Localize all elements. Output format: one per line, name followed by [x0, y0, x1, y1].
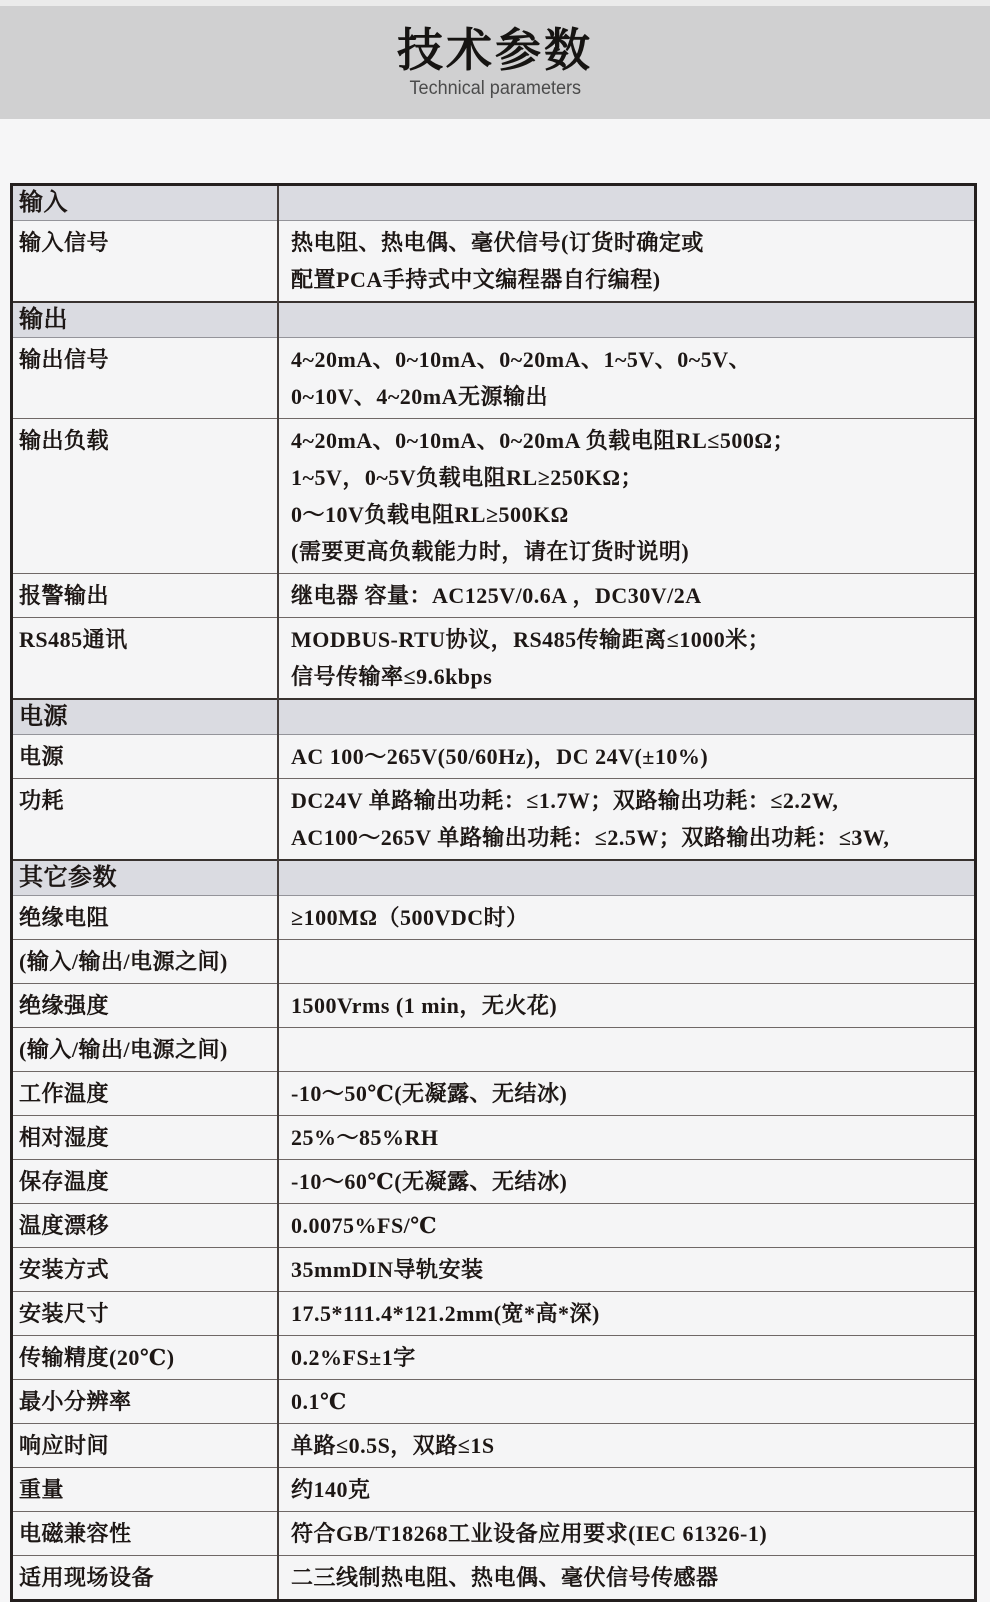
value-line: 1500Vrms (1 min，无火花) [291, 993, 558, 1018]
value-line: 0～10V负载电阻RL≥500KΩ [291, 502, 569, 527]
table-row [12, 338, 976, 419]
param-value-cell [278, 419, 976, 574]
section-header-cell: 输入 [12, 185, 279, 221]
param-value-cell [278, 1292, 976, 1336]
table-row [12, 1160, 976, 1204]
section-row [12, 699, 976, 735]
value-line: 35mmDIN导轨安装 [291, 1257, 484, 1282]
value-line: 1~5V，0~5V负载电阻RL≥250KΩ； [291, 465, 644, 490]
param-value-cell [278, 1028, 976, 1072]
value-line: 符合GB/T18268工业设备应用要求(IEC 61326-1) [291, 1521, 768, 1546]
value-line: 单路≤0.5S，双路≤1S [291, 1433, 495, 1458]
param-value-cell [278, 1468, 976, 1512]
param-label-cell: 输入信号 [12, 221, 279, 303]
table-row [12, 1292, 976, 1336]
value-line: 17.5*111.4*121.2mm(宽*高*深) [291, 1301, 600, 1326]
section-empty-cell [278, 860, 976, 896]
value-line: 热电阻、热电偶、毫伏信号(订货时确定或 [291, 230, 704, 255]
param-value-cell [278, 1116, 976, 1160]
page-subtitle: Technical parameters [409, 77, 581, 99]
param-label-cell: 适用现场设备 [12, 1556, 279, 1601]
section-row [12, 860, 976, 896]
param-value-cell [278, 1512, 976, 1556]
value-line: ≥100MΩ（500VDC时） [291, 905, 529, 930]
param-value-cell [278, 1556, 976, 1601]
section-row [12, 302, 976, 338]
value-line: 0.2%FS±1字 [291, 1345, 416, 1370]
section-header-cell: 其它参数 [12, 860, 279, 896]
param-value-cell [278, 984, 976, 1028]
value-line: -10～50℃(无凝露、无结冰) [291, 1081, 568, 1106]
table-row [12, 574, 976, 618]
param-label-cell: (输入/输出/电源之间) [12, 940, 279, 984]
param-label-cell: 温度漂移 [12, 1204, 279, 1248]
param-label-cell: 响应时间 [12, 1424, 279, 1468]
param-value-cell [278, 1204, 976, 1248]
section-header-cell: 输出 [12, 302, 279, 338]
table-row [12, 419, 976, 574]
spec-table [10, 183, 977, 1602]
table-row [12, 1556, 976, 1601]
table-row [12, 1072, 976, 1116]
param-label-cell: 保存温度 [12, 1160, 279, 1204]
value-line: 继电器 容量：AC125V/0.6A ，DC30V/2A [291, 583, 702, 608]
value-line: 约140克 [291, 1477, 371, 1502]
param-label-cell: 重量 [12, 1468, 279, 1512]
param-label-cell: 最小分辨率 [12, 1380, 279, 1424]
value-line: 25%～85%RH [291, 1125, 439, 1150]
table-row [12, 1248, 976, 1292]
param-label-cell: 安装方式 [12, 1248, 279, 1292]
value-line: 0.0075%FS/℃ [291, 1213, 438, 1238]
value-line [291, 1031, 966, 1068]
table-row [12, 618, 976, 700]
value-line: 4~20mA、0~10mA、0~20mA、1~5V、0~5V、 [291, 347, 752, 372]
param-value-cell [278, 338, 976, 419]
section-header-cell: 电源 [12, 699, 279, 735]
page-header [0, 6, 990, 119]
param-value-cell [278, 574, 976, 618]
param-value-cell [278, 1336, 976, 1380]
param-label-cell: 输出信号 [12, 338, 279, 419]
param-label-cell: 绝缘电阻 [12, 896, 279, 940]
table-row [12, 1512, 976, 1556]
table-row [12, 984, 976, 1028]
param-label-cell: 安装尺寸 [12, 1292, 279, 1336]
param-value-cell [278, 1248, 976, 1292]
param-value-cell [278, 896, 976, 940]
param-label-cell: 报警输出 [12, 574, 279, 618]
value-line: 信号传输率≤9.6kbps [291, 664, 493, 689]
value-line: DC24V 单路输出功耗：≤1.7W；双路输出功耗：≤2.2W, [291, 788, 839, 813]
param-value-cell [278, 779, 976, 861]
param-value-cell [278, 1380, 976, 1424]
param-label-cell: 绝缘强度 [12, 984, 279, 1028]
value-line [291, 943, 966, 980]
param-label-cell: RS485通讯 [12, 618, 279, 700]
value-line: 0.1℃ [291, 1389, 347, 1414]
param-label-cell: 传输精度(20℃) [12, 1336, 279, 1380]
param-label-cell: 电磁兼容性 [12, 1512, 279, 1556]
table-row [12, 1380, 976, 1424]
param-value-cell [278, 1072, 976, 1116]
param-value-cell [278, 221, 976, 303]
value-line: 4~20mA、0~10mA、0~20mA 负载电阻RL≤500Ω； [291, 428, 796, 453]
table-row [12, 1204, 976, 1248]
table-row [12, 1424, 976, 1468]
spec-table-container [10, 183, 977, 1602]
section-empty-cell [278, 185, 976, 221]
value-line: AC100～265V 单路输出功耗：≤2.5W；双路输出功耗：≤3W, [291, 825, 890, 850]
param-value-cell [278, 1160, 976, 1204]
param-value-cell [278, 940, 976, 984]
table-row [12, 896, 976, 940]
value-line: 0~10V、4~20mA无源输出 [291, 384, 548, 409]
param-value-cell [278, 1424, 976, 1468]
param-label-cell: 输出负载 [12, 419, 279, 574]
section-empty-cell [278, 699, 976, 735]
value-line: MODBUS-RTU协议，RS485传输距离≤1000米； [291, 627, 771, 652]
section-empty-cell [278, 302, 976, 338]
param-label-cell: 功耗 [12, 779, 279, 861]
table-row [12, 735, 976, 779]
value-line: 二三线制热电阻、热电偶、毫伏信号传感器 [291, 1565, 719, 1590]
value-line: (需要更高负载能力时，请在订货时说明) [291, 539, 690, 564]
table-row [12, 940, 976, 984]
param-label-cell: (输入/输出/电源之间) [12, 1028, 279, 1072]
table-row [12, 1336, 976, 1380]
section-row [12, 185, 976, 221]
spec-table-body [12, 185, 976, 1601]
param-label-cell: 电源 [12, 735, 279, 779]
param-label-cell: 工作温度 [12, 1072, 279, 1116]
table-row [12, 1116, 976, 1160]
value-line: -10～60℃(无凝露、无结冰) [291, 1169, 568, 1194]
value-line: AC 100～265V(50/60Hz)，DC 24V(±10%) [291, 744, 709, 769]
page-title: 技术参数 [397, 24, 593, 77]
param-value-cell [278, 735, 976, 779]
param-value-cell [278, 618, 976, 700]
value-line: 配置PCA手持式中文编程器自行编程) [291, 267, 661, 292]
table-row [12, 1468, 976, 1512]
table-row [12, 779, 976, 861]
param-label-cell: 相对湿度 [12, 1116, 279, 1160]
table-row [12, 1028, 976, 1072]
table-row [12, 221, 976, 303]
